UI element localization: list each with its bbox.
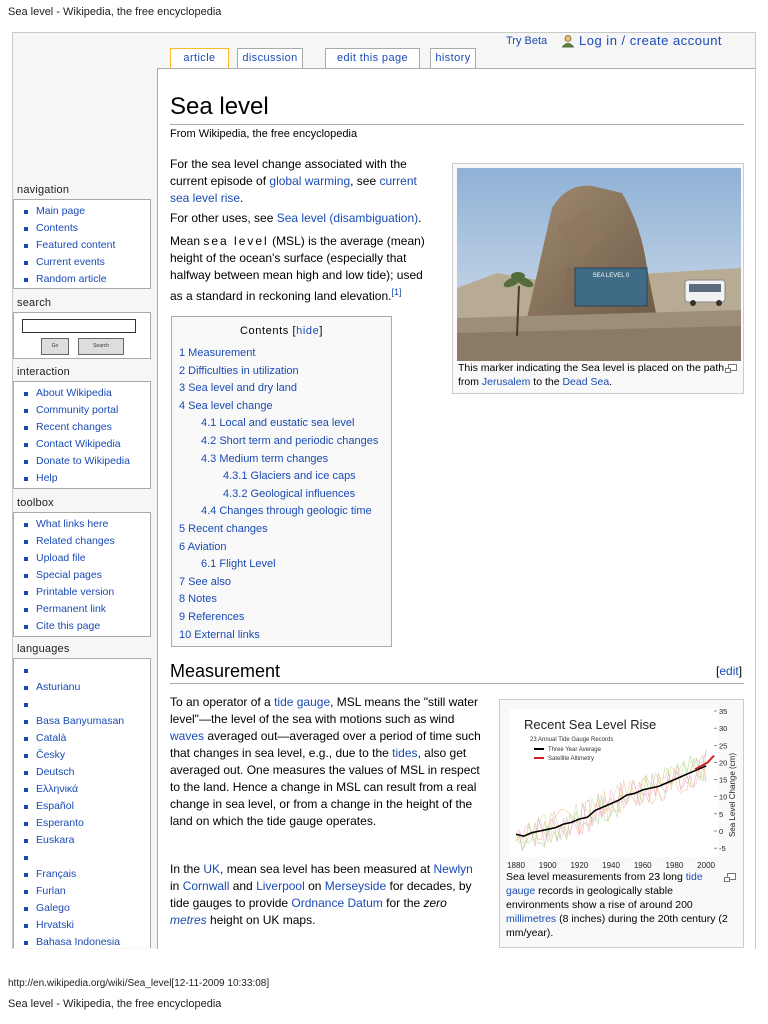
toc-item[interactable]: 9 References: [179, 611, 245, 623]
reference-link[interactable]: [1]: [391, 287, 402, 297]
chart-subtitle: 23 Annual Tide Gauge Records: [530, 737, 614, 743]
lang-furlan[interactable]: Furlan: [14, 883, 150, 900]
toolbox-portlet: [13, 512, 151, 637]
toc-item[interactable]: 5 Recent changes: [179, 523, 268, 535]
y-tick-label: 25: [719, 741, 728, 751]
lang-item[interactable]: [14, 696, 150, 713]
sea-level-marker-photo: [457, 168, 741, 361]
x-tick-label: 2000: [697, 861, 715, 870]
toc-item[interactable]: 4.2 Short term and periodic changes: [201, 435, 379, 447]
hatnote-disambiguation: For other uses, see Sea level (disambiguation).: [170, 211, 422, 225]
toc-item[interactable]: 4 Sea level change: [179, 400, 273, 412]
link-disambiguation[interactable]: Sea level (disambiguation): [276, 211, 419, 225]
sign-text: SEA LEVEL 0: [592, 273, 630, 279]
magnify-icon[interactable]: [724, 873, 736, 882]
y-tick-label: 20: [719, 758, 728, 768]
tool-permanent-link[interactable]: Permanent link: [14, 601, 150, 618]
nav-contact[interactable]: Contact Wikipedia: [14, 436, 150, 453]
toc-item[interactable]: 7 See also: [179, 576, 231, 588]
try-beta-link[interactable]: Try Beta: [506, 35, 548, 47]
chart-ylabel: Sea Level Change (cm): [728, 752, 737, 838]
hatnote-global-warming: For the sea level change associated with the current episode of global warming, see current sea level rise.: [170, 157, 417, 205]
y-tick-label: -5: [719, 844, 726, 854]
tab-edit[interactable]: edit this page: [325, 48, 420, 68]
edit-section-link[interactable]: edit: [719, 664, 739, 678]
link-metres[interactable]: metres: [170, 913, 207, 927]
toc-title: Contents [hide]: [240, 325, 323, 337]
toc-item[interactable]: 1 Measurement: [179, 347, 256, 359]
link-waves[interactable]: waves: [170, 729, 205, 743]
page-title: Sea level: [170, 93, 269, 120]
nav-help[interactable]: Help: [14, 470, 150, 487]
toc-item[interactable]: 4.4 Changes through geologic time: [201, 505, 372, 517]
link-tide-gauge[interactable]: tide gauge: [274, 695, 331, 709]
lang-item[interactable]: [14, 849, 150, 866]
tool-printable-version[interactable]: Printable version: [14, 584, 150, 601]
nav-current-events[interactable]: Current events: [14, 254, 150, 271]
link-liverpool[interactable]: Liverpool: [256, 879, 305, 893]
y-tick-label: 15: [719, 775, 728, 785]
section-divider: [170, 683, 744, 684]
figure-recent-sea-level-rise: [499, 699, 744, 948]
tool-upload-file[interactable]: Upload file: [14, 550, 150, 567]
toc-hide-link[interactable]: hide: [296, 325, 320, 337]
lang-cesky[interactable]: Česky: [14, 747, 150, 764]
login-link[interactable]: Log in / create account: [579, 33, 723, 48]
legend-satellite: Satellite Altimetry: [548, 756, 595, 762]
user-icon: [561, 34, 575, 48]
print-footer-url: http://en.wikipedia.org/wiki/Sea_level[12-11-2009 10:33:08]: [8, 978, 270, 989]
toc-item[interactable]: 6.1 Flight Level: [201, 558, 276, 570]
lang-catala[interactable]: Català: [14, 730, 150, 747]
link-tides[interactable]: tides: [392, 746, 418, 760]
nav-random-article[interactable]: Random article: [14, 271, 150, 288]
sea-level-chart: [502, 703, 743, 871]
measurement-paragraph-1: To an operator of a tide gauge, MSL means the "still water level"—the level of the sea with motions such as wind waves averaged out—averaged over a period of time such that changes in sea level, e.g., due to the tides, also get averaged out. One measures the values of MSL in respect to the land. Hence a change in MSL can result from a real change in sea level, or from a change in the height of the land on which the tide gauge operates.: [170, 695, 481, 828]
chart-title: Recent Sea Level Rise: [524, 717, 657, 732]
link-millimetres[interactable]: millimetres: [506, 913, 557, 925]
lang-euskara[interactable]: Euskara: [14, 832, 150, 849]
figure-caption: This marker indicating the Sea level is placed on the path from Jerusalem to the Dead Sea.: [458, 362, 725, 388]
x-tick-label: 1880: [507, 861, 525, 870]
nav-recent-changes[interactable]: Recent changes: [14, 419, 150, 436]
nav-donate[interactable]: Donate to Wikipedia: [14, 453, 150, 470]
link-global-warming[interactable]: global warming: [269, 174, 351, 188]
y-tick-label: 5: [719, 809, 724, 819]
link-cornwall[interactable]: Cornwall: [182, 879, 230, 893]
print-header-title: Sea level - Wikipedia, the free encyclopedia: [8, 6, 222, 18]
link-tide-gauge-caption[interactable]: tide gauge: [506, 871, 703, 897]
lang-basa-banyumasan[interactable]: Basa Banyumasan: [14, 713, 150, 730]
interaction-heading: interaction: [17, 366, 70, 378]
toc-item[interactable]: 2 Difficulties in utilization: [179, 365, 299, 377]
section-edit: [edit]: [716, 664, 743, 678]
lang-galego[interactable]: Galego: [14, 900, 150, 917]
tool-special-pages[interactable]: Special pages: [14, 567, 150, 584]
toc-item[interactable]: 4.3 Medium term changes: [201, 453, 329, 465]
languages-heading: languages: [17, 643, 70, 655]
lang-espanol[interactable]: Español: [14, 798, 150, 815]
link-dead-sea[interactable]: Dead Sea: [562, 376, 610, 388]
navigation-portlet: [13, 199, 151, 289]
languages-portlet: [13, 658, 151, 948]
lang-hrvatski[interactable]: Hrvatski: [14, 917, 150, 934]
search-button[interactable]: Search: [78, 338, 124, 355]
toc-item[interactable]: 8 Notes: [179, 593, 217, 605]
x-tick-label: 1920: [570, 861, 589, 870]
lang-asturianu[interactable]: Asturianu: [14, 679, 150, 696]
nav-featured-content[interactable]: Featured content: [14, 237, 150, 254]
measurement-paragraph-2: In the UK, mean sea level has been measured at Newlyn in Cornwall and Liverpool on Merseyside for decades, by tide gauges to provide Ordnance Datum for the zero metres height on UK maps.: [170, 862, 473, 927]
navigation-heading: navigation: [17, 184, 70, 196]
lang-deutsch[interactable]: Deutsch: [14, 764, 150, 781]
interaction-portlet: [13, 381, 151, 489]
lang-bahasa-indonesia[interactable]: Bahasa Indonesia: [14, 934, 150, 951]
lang-item[interactable]: [14, 662, 150, 679]
toc-item[interactable]: 3 Sea level and dry land: [179, 382, 298, 394]
tab-history[interactable]: history: [430, 48, 476, 68]
nav-community-portal[interactable]: Community portal: [14, 402, 150, 419]
lang-ellinika[interactable]: Ελληνικά: [14, 781, 150, 798]
y-tick-label: 30: [719, 724, 728, 734]
link-ordnance-datum[interactable]: Ordnance Datum: [291, 896, 383, 910]
x-tick-label: 1960: [633, 861, 652, 870]
x-tick-label: 1900: [538, 861, 557, 870]
y-tick-label: 10: [719, 792, 728, 802]
lang-esperanto[interactable]: Esperanto: [14, 815, 150, 832]
toc-item[interactable]: 4.1 Local and eustatic sea level: [201, 417, 355, 429]
toc-item[interactable]: 4.3.1 Glaciers and ice caps: [223, 470, 356, 482]
nav-contents[interactable]: Contents: [14, 220, 150, 237]
print-footer-title: Sea level - Wikipedia, the free encyclopedia: [8, 998, 222, 1010]
search-heading: search: [17, 297, 52, 309]
y-tick-label: 0: [719, 827, 724, 836]
go-button[interactable]: Go: [41, 338, 69, 355]
tab-article[interactable]: article: [170, 48, 229, 68]
y-tick-label: 35: [719, 707, 728, 716]
tab-discussion[interactable]: discussion: [237, 48, 303, 68]
toolbox-heading: toolbox: [17, 497, 54, 509]
tool-what-links-here[interactable]: What links here: [14, 516, 150, 533]
title-divider: [170, 124, 744, 125]
figure-sea-level-marker: [452, 163, 744, 394]
toc-item[interactable]: 6 Aviation: [179, 541, 227, 553]
search-input[interactable]: [22, 319, 136, 333]
link-current-sea-level-rise[interactable]: current sea level rise: [170, 174, 417, 205]
link-merseyside[interactable]: Merseyside: [324, 879, 387, 893]
toc-item[interactable]: 10 External links: [179, 629, 260, 641]
legend-average: Three Year Average: [548, 747, 601, 753]
nav-main-page[interactable]: Main page: [14, 203, 150, 220]
magnify-icon[interactable]: [725, 364, 737, 373]
table-of-contents: [171, 316, 392, 647]
tool-related-changes[interactable]: Related changes: [14, 533, 150, 550]
site-subtitle: From Wikipedia, the free encyclopedia: [170, 128, 358, 140]
tool-cite-this-page[interactable]: Cite this page: [14, 618, 150, 635]
section-heading-measurement: Measurement: [170, 661, 281, 681]
link-newlyn[interactable]: Newlyn: [433, 862, 473, 876]
x-tick-label: 1940: [602, 861, 620, 870]
x-tick-label: 1980: [665, 861, 684, 870]
link-uk[interactable]: UK: [203, 862, 221, 876]
lang-francais[interactable]: Français: [14, 866, 150, 883]
nav-about[interactable]: About Wikipedia: [14, 385, 150, 402]
search-portlet: [13, 312, 151, 359]
lead-paragraph: Mean sea level (MSL) is the average (mean) height of the ocean's surface (especially that halfway between mean high and low tide); used as a standard in reckoning land elevation.[1]: [170, 234, 425, 303]
chart-caption: Sea level measurements from 23 long tide gauge records in geologically stable environments show a rise of around 200 millimetres (8 inches) during the 20th century (2 mm/year).: [506, 871, 728, 939]
toc-item[interactable]: 4.3.2 Geological influences: [223, 488, 356, 500]
link-jerusalem[interactable]: Jerusalem: [481, 376, 531, 388]
